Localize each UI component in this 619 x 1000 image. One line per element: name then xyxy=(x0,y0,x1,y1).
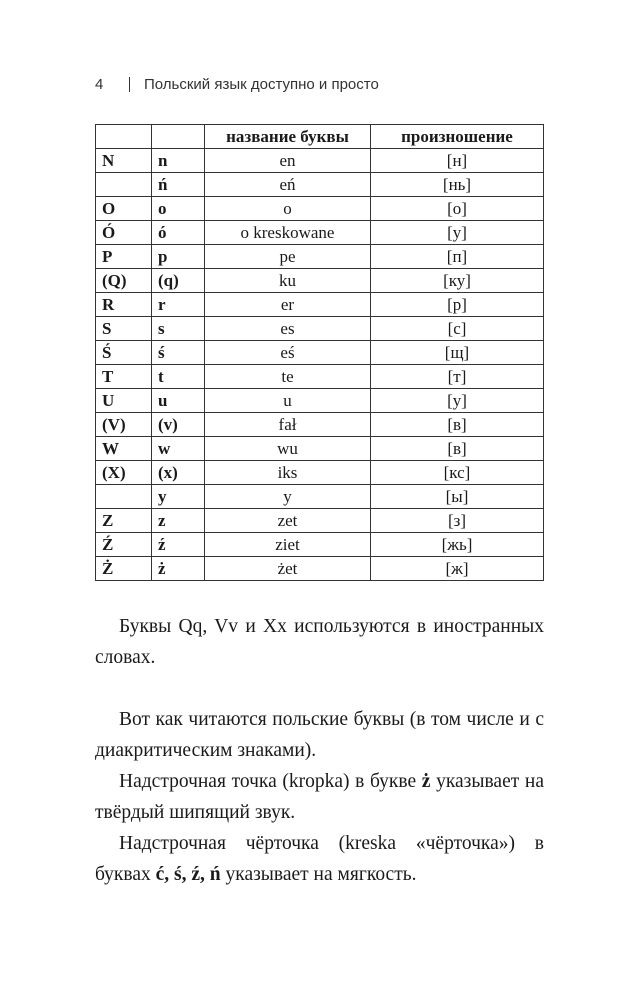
lowercase-cell: (v) xyxy=(152,413,205,437)
pronunciation-cell: [ку] xyxy=(371,269,544,293)
uppercase-cell: T xyxy=(96,365,152,389)
uppercase-cell: P xyxy=(96,245,152,269)
lowercase-cell: ń xyxy=(152,173,205,197)
uppercase-cell: Ó xyxy=(96,221,152,245)
lowercase-cell: p xyxy=(152,245,205,269)
table-row xyxy=(96,173,544,197)
uppercase-cell xyxy=(96,173,152,197)
paragraph-text: Буквы Qq, Vv и Xx используются в иностранных словах. xyxy=(95,616,544,668)
letter-name-cell: en xyxy=(205,149,371,173)
book-title: Польский язык доступно и просто xyxy=(144,76,379,93)
letter-name-cell: o kreskowane xyxy=(205,221,371,245)
paragraph-foreign-letters xyxy=(95,611,544,673)
lowercase-cell: y xyxy=(152,485,205,509)
uppercase-cell: S xyxy=(96,317,152,341)
letter-name-cell: y xyxy=(205,485,371,509)
paragraph-kropka xyxy=(95,766,544,828)
lowercase-cell: (x) xyxy=(152,461,205,485)
letter-name-cell: pe xyxy=(205,245,371,269)
table-row xyxy=(96,437,544,461)
pronunciation-cell: [о] xyxy=(371,197,544,221)
pronunciation-cell: [з] xyxy=(371,509,544,533)
uppercase-cell: (Q) xyxy=(96,269,152,293)
text-run: указывает на мягкость. xyxy=(220,864,417,885)
lowercase-cell: w xyxy=(152,437,205,461)
paragraph-text xyxy=(95,828,544,890)
letter-name-cell: fał xyxy=(205,413,371,437)
uppercase-cell xyxy=(96,485,152,509)
pronunciation-cell: [н] xyxy=(371,149,544,173)
pronunciation-cell: [п] xyxy=(371,245,544,269)
paragraph-pronunciation xyxy=(95,704,544,766)
uppercase-cell: W xyxy=(96,437,152,461)
lowercase-cell: s xyxy=(152,317,205,341)
pronunciation-cell: [нь] xyxy=(371,173,544,197)
uppercase-cell: O xyxy=(96,197,152,221)
paragraph-text: Вот как читаются польские буквы (в том числе и с диакритическим знаками). xyxy=(95,709,544,761)
table-row xyxy=(96,293,544,317)
letter-name-cell: es xyxy=(205,317,371,341)
paragraph-kreska xyxy=(95,828,544,890)
lowercase-cell: n xyxy=(152,149,205,173)
table-row xyxy=(96,509,544,533)
table-row xyxy=(96,269,544,293)
table-row xyxy=(96,341,544,365)
pronunciation-cell: [в] xyxy=(371,413,544,437)
letter-name-cell: ku xyxy=(205,269,371,293)
pronunciation-cell: [р] xyxy=(371,293,544,317)
uppercase-cell: (X) xyxy=(96,461,152,485)
pronunciation-cell: [у] xyxy=(371,221,544,245)
letter-name-cell: ziet xyxy=(205,533,371,557)
uppercase-cell: Ź xyxy=(96,533,152,557)
letter-name-cell: iks xyxy=(205,461,371,485)
table-row xyxy=(96,149,544,173)
header-separator xyxy=(129,77,130,92)
uppercase-cell: Ż xyxy=(96,557,152,581)
pronunciation-cell: [ы] xyxy=(371,485,544,509)
pronunciation-cell: [у] xyxy=(371,389,544,413)
letter-name-cell: zet xyxy=(205,509,371,533)
bold-letters: ć, ś, ź, ń xyxy=(155,864,221,885)
lowercase-cell: ż xyxy=(152,557,205,581)
lowercase-cell: t xyxy=(152,365,205,389)
bold-letter: ż xyxy=(421,771,431,792)
uppercase-cell: (V) xyxy=(96,413,152,437)
table-row xyxy=(96,389,544,413)
pronunciation-cell: [с] xyxy=(371,317,544,341)
letter-name-cell: u xyxy=(205,389,371,413)
pronunciation-cell: [щ] xyxy=(371,341,544,365)
table-row xyxy=(96,365,544,389)
letter-name-cell: o xyxy=(205,197,371,221)
table-row xyxy=(96,197,544,221)
text-run: Надстрочная точка (kropka) в букве xyxy=(119,771,422,792)
pronunciation-cell: [в] xyxy=(371,437,544,461)
letter-name-cell: eń xyxy=(205,173,371,197)
column-header-lowercase xyxy=(152,125,205,149)
table-row xyxy=(96,557,544,581)
table-row xyxy=(96,317,544,341)
lowercase-cell: o xyxy=(152,197,205,221)
uppercase-cell: Z xyxy=(96,509,152,533)
pronunciation-cell: [т] xyxy=(371,365,544,389)
uppercase-cell: R xyxy=(96,293,152,317)
pronunciation-cell: [жь] xyxy=(371,533,544,557)
alphabet-table xyxy=(95,124,544,581)
page-number: 4 xyxy=(95,76,104,93)
lowercase-cell: z xyxy=(152,509,205,533)
table-row xyxy=(96,413,544,437)
table-row xyxy=(96,533,544,557)
letter-name-cell: żet xyxy=(205,557,371,581)
text-run: Надстрочная чёрточка (kreska «чёрточка») в буквах xyxy=(95,833,544,885)
letter-name-cell: te xyxy=(205,365,371,389)
table-row xyxy=(96,221,544,245)
table-body xyxy=(96,149,544,581)
lowercase-cell: ź xyxy=(152,533,205,557)
text-run: указывает на твёрдый шипящий звук. xyxy=(95,771,544,823)
column-header-pronunciation: произношение xyxy=(371,125,544,149)
column-header-uppercase xyxy=(96,125,152,149)
lowercase-cell: r xyxy=(152,293,205,317)
letter-name-cell: eś xyxy=(205,341,371,365)
column-header-letter-name: название буквы xyxy=(205,125,371,149)
pronunciation-cell: [ж] xyxy=(371,557,544,581)
letter-name-cell: er xyxy=(205,293,371,317)
running-head xyxy=(95,76,379,93)
table-row xyxy=(96,461,544,485)
table-header-row xyxy=(96,125,544,149)
table-row xyxy=(96,245,544,269)
pronunciation-cell: [кс] xyxy=(371,461,544,485)
uppercase-cell: U xyxy=(96,389,152,413)
paragraph-text xyxy=(95,766,544,828)
uppercase-cell: N xyxy=(96,149,152,173)
lowercase-cell: u xyxy=(152,389,205,413)
uppercase-cell: Ś xyxy=(96,341,152,365)
lowercase-cell: ś xyxy=(152,341,205,365)
letter-name-cell: wu xyxy=(205,437,371,461)
table-row xyxy=(96,485,544,509)
lowercase-cell: (q) xyxy=(152,269,205,293)
lowercase-cell: ó xyxy=(152,221,205,245)
